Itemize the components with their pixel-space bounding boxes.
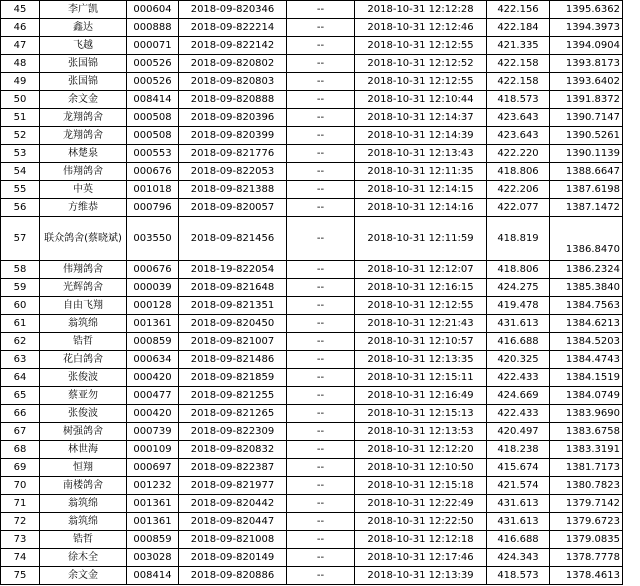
member-id-cell: 008414 <box>127 567 179 585</box>
table-row <box>1 91 623 109</box>
distance-cell: 422.220 <box>487 145 550 163</box>
mark-cell: -- <box>287 441 355 459</box>
table-row <box>1 19 623 37</box>
distance-cell: 416.688 <box>487 333 550 351</box>
member-id-cell: 000604 <box>127 1 179 19</box>
mark-cell: -- <box>287 405 355 423</box>
ring-number-cell: 2018-09-820447 <box>179 513 287 531</box>
ring-number-cell: 2018-09-820802 <box>179 55 287 73</box>
distance-cell: 419.478 <box>487 297 550 315</box>
table-row <box>1 351 623 369</box>
table-row <box>1 369 623 387</box>
member-id-cell: 000553 <box>127 145 179 163</box>
ring-number-cell: 2018-09-821456 <box>179 217 287 261</box>
rank-cell: 65 <box>1 387 40 405</box>
speed-cell: 1390.7147 <box>550 109 623 127</box>
arrival-time-cell: 2018-10-31 12:11:59 <box>355 217 487 261</box>
distance-cell: 418.238 <box>487 441 550 459</box>
arrival-time-cell: 2018-10-31 12:22:49 <box>355 495 487 513</box>
distance-cell: 422.206 <box>487 181 550 199</box>
mark-cell: -- <box>287 513 355 531</box>
mark-cell: -- <box>287 459 355 477</box>
mark-cell: -- <box>287 423 355 441</box>
loft-name-cell: 徐木全 <box>40 549 127 567</box>
table-row <box>1 109 623 127</box>
rank-cell: 75 <box>1 567 40 585</box>
ring-number-cell: 2018-09-820149 <box>179 549 287 567</box>
mark-cell: -- <box>287 37 355 55</box>
distance-cell: 420.497 <box>487 423 550 441</box>
arrival-time-cell: 2018-10-31 12:12:55 <box>355 297 487 315</box>
arrival-time-cell: 2018-10-31 12:12:28 <box>355 1 487 19</box>
rank-cell: 69 <box>1 459 40 477</box>
loft-name-cell: 翁筑绵 <box>40 513 127 531</box>
speed-cell: 1394.0904 <box>550 37 623 55</box>
arrival-time-cell: 2018-10-31 12:13:35 <box>355 351 487 369</box>
loft-name-cell: 林世海 <box>40 441 127 459</box>
rank-cell: 70 <box>1 477 40 495</box>
mark-cell: -- <box>287 315 355 333</box>
member-id-cell: 008414 <box>127 91 179 109</box>
mark-cell: -- <box>287 531 355 549</box>
ring-number-cell: 2018-09-822387 <box>179 459 287 477</box>
ring-number-cell: 2018-09-821776 <box>179 145 287 163</box>
rank-cell: 68 <box>1 441 40 459</box>
distance-cell: 422.158 <box>487 73 550 91</box>
ring-number-cell: 2018-09-822053 <box>179 163 287 181</box>
loft-name-cell: 李广凯 <box>40 1 127 19</box>
table-row <box>1 217 623 261</box>
rank-cell: 63 <box>1 351 40 369</box>
table-row <box>1 181 623 199</box>
mark-cell: -- <box>287 1 355 19</box>
member-id-cell: 000420 <box>127 405 179 423</box>
rank-cell: 51 <box>1 109 40 127</box>
arrival-time-cell: 2018-10-31 12:12:07 <box>355 261 487 279</box>
arrival-time-cell: 2018-10-31 12:13:43 <box>355 145 487 163</box>
speed-cell: 1379.7142 <box>550 495 623 513</box>
ring-number-cell: 2018-09-821255 <box>179 387 287 405</box>
table-row <box>1 55 623 73</box>
arrival-time-cell: 2018-10-31 12:15:18 <box>355 477 487 495</box>
table-row <box>1 387 623 405</box>
speed-cell: 1384.6213 <box>550 315 623 333</box>
arrival-time-cell: 2018-10-31 12:15:13 <box>355 405 487 423</box>
ring-number-cell: 2018-09-820886 <box>179 567 287 585</box>
ring-number-cell: 2018-09-821486 <box>179 351 287 369</box>
speed-cell: 1379.6723 <box>550 513 623 531</box>
table-row <box>1 1 623 19</box>
loft-name-cell: 伟翔鸽舍 <box>40 163 127 181</box>
rank-cell: 47 <box>1 37 40 55</box>
speed-cell: 1383.3191 <box>550 441 623 459</box>
arrival-time-cell: 2018-10-31 12:17:46 <box>355 549 487 567</box>
ring-number-cell: 2018-09-821007 <box>179 333 287 351</box>
speed-cell: 1380.7823 <box>550 477 623 495</box>
member-id-cell: 000739 <box>127 423 179 441</box>
member-id-cell: 000697 <box>127 459 179 477</box>
speed-cell: 1393.8173 <box>550 55 623 73</box>
mark-cell: -- <box>287 261 355 279</box>
rank-cell: 58 <box>1 261 40 279</box>
arrival-time-cell: 2018-10-31 12:22:50 <box>355 513 487 531</box>
rank-cell: 73 <box>1 531 40 549</box>
speed-cell: 1394.3973 <box>550 19 623 37</box>
mark-cell: -- <box>287 477 355 495</box>
loft-name-cell: 自由飞翔 <box>40 297 127 315</box>
mark-cell: -- <box>287 73 355 91</box>
distance-cell: 420.325 <box>487 351 550 369</box>
speed-cell: 1384.4743 <box>550 351 623 369</box>
member-id-cell: 000859 <box>127 531 179 549</box>
table-row <box>1 477 623 495</box>
ring-number-cell: 2018-09-820346 <box>179 1 287 19</box>
distance-cell: 418.573 <box>487 91 550 109</box>
mark-cell: -- <box>287 145 355 163</box>
arrival-time-cell: 2018-10-31 12:12:55 <box>355 37 487 55</box>
loft-name-cell: 翁筑绵 <box>40 495 127 513</box>
loft-name-cell: 飞越 <box>40 37 127 55</box>
distance-cell: 422.433 <box>487 405 550 423</box>
table-row <box>1 163 623 181</box>
speed-cell: 1387.1472 <box>550 199 623 217</box>
table-row <box>1 315 623 333</box>
table-row <box>1 145 623 163</box>
table-row <box>1 297 623 315</box>
rank-cell: 48 <box>1 55 40 73</box>
distance-cell: 424.669 <box>487 387 550 405</box>
distance-cell: 418.806 <box>487 163 550 181</box>
table-row <box>1 423 623 441</box>
loft-name-cell: 张国锦 <box>40 73 127 91</box>
mark-cell: -- <box>287 109 355 127</box>
rank-cell: 59 <box>1 279 40 297</box>
ring-number-cell: 2018-09-821265 <box>179 405 287 423</box>
speed-cell: 1378.7778 <box>550 549 623 567</box>
distance-cell: 422.156 <box>487 1 550 19</box>
member-id-cell: 000676 <box>127 163 179 181</box>
speed-cell: 1386.8470 <box>550 217 623 261</box>
arrival-time-cell: 2018-10-31 12:12:18 <box>355 531 487 549</box>
loft-name-cell: 林楚泉 <box>40 145 127 163</box>
member-id-cell: 000859 <box>127 333 179 351</box>
table-row <box>1 567 623 585</box>
rank-cell: 53 <box>1 145 40 163</box>
ring-number-cell: 2018-09-820450 <box>179 315 287 333</box>
rank-cell: 71 <box>1 495 40 513</box>
member-id-cell: 000420 <box>127 369 179 387</box>
member-id-cell: 001361 <box>127 315 179 333</box>
loft-name-cell: 中英 <box>40 181 127 199</box>
ring-number-cell: 2018-09-821977 <box>179 477 287 495</box>
arrival-time-cell: 2018-10-31 12:13:39 <box>355 567 487 585</box>
ring-number-cell: 2018-19-822054 <box>179 261 287 279</box>
mark-cell: -- <box>287 387 355 405</box>
table-row <box>1 279 623 297</box>
loft-name-cell: 余文金 <box>40 567 127 585</box>
ring-number-cell: 2018-09-820832 <box>179 441 287 459</box>
speed-cell: 1386.2324 <box>550 261 623 279</box>
mark-cell: -- <box>287 333 355 351</box>
arrival-time-cell: 2018-10-31 12:10:44 <box>355 91 487 109</box>
loft-name-cell: 树强鸽舍 <box>40 423 127 441</box>
rank-cell: 52 <box>1 127 40 145</box>
member-id-cell: 000128 <box>127 297 179 315</box>
member-id-cell: 000508 <box>127 109 179 127</box>
speed-cell: 1388.6647 <box>550 163 623 181</box>
mark-cell: -- <box>287 369 355 387</box>
distance-cell: 424.275 <box>487 279 550 297</box>
rank-cell: 46 <box>1 19 40 37</box>
distance-cell: 421.335 <box>487 37 550 55</box>
member-id-cell: 000796 <box>127 199 179 217</box>
arrival-time-cell: 2018-10-31 12:12:20 <box>355 441 487 459</box>
mark-cell: -- <box>287 297 355 315</box>
loft-name-cell: 张俊波 <box>40 405 127 423</box>
speed-cell: 1390.1139 <box>550 145 623 163</box>
distance-cell: 431.613 <box>487 315 550 333</box>
rank-cell: 49 <box>1 73 40 91</box>
member-id-cell: 000477 <box>127 387 179 405</box>
rank-cell: 60 <box>1 297 40 315</box>
speed-cell: 1378.4613 <box>550 567 623 585</box>
ring-number-cell: 2018-09-822214 <box>179 19 287 37</box>
rank-cell: 45 <box>1 1 40 19</box>
ring-number-cell: 2018-09-820888 <box>179 91 287 109</box>
member-id-cell: 001232 <box>127 477 179 495</box>
arrival-time-cell: 2018-10-31 12:12:52 <box>355 55 487 73</box>
loft-name-cell: 恒翔 <box>40 459 127 477</box>
ring-number-cell: 2018-09-820442 <box>179 495 287 513</box>
arrival-time-cell: 2018-10-31 12:15:11 <box>355 369 487 387</box>
member-id-cell: 000888 <box>127 19 179 37</box>
distance-cell: 431.613 <box>487 513 550 531</box>
loft-name-cell: 联众鸽舍(蔡晓斌) <box>40 217 127 261</box>
member-id-cell: 000526 <box>127 55 179 73</box>
arrival-time-cell: 2018-10-31 12:14:15 <box>355 181 487 199</box>
table-row <box>1 405 623 423</box>
member-id-cell: 001018 <box>127 181 179 199</box>
loft-name-cell: 余文金 <box>40 91 127 109</box>
arrival-time-cell: 2018-10-31 12:14:37 <box>355 109 487 127</box>
rank-cell: 55 <box>1 181 40 199</box>
table-row <box>1 549 623 567</box>
ring-number-cell: 2018-09-821008 <box>179 531 287 549</box>
arrival-time-cell: 2018-10-31 12:13:53 <box>355 423 487 441</box>
distance-cell: 418.806 <box>487 261 550 279</box>
mark-cell: -- <box>287 279 355 297</box>
loft-name-cell: 花白鸽舍 <box>40 351 127 369</box>
table-row <box>1 127 623 145</box>
member-id-cell: 000526 <box>127 73 179 91</box>
rank-cell: 54 <box>1 163 40 181</box>
arrival-time-cell: 2018-10-31 12:11:35 <box>355 163 487 181</box>
speed-cell: 1384.1519 <box>550 369 623 387</box>
speed-cell: 1384.0749 <box>550 387 623 405</box>
rank-cell: 72 <box>1 513 40 531</box>
loft-name-cell: 光辉鸽舍 <box>40 279 127 297</box>
mark-cell: -- <box>287 91 355 109</box>
mark-cell: -- <box>287 351 355 369</box>
rank-cell: 67 <box>1 423 40 441</box>
mark-cell: -- <box>287 19 355 37</box>
distance-cell: 422.184 <box>487 19 550 37</box>
loft-name-cell: 蔡亚勿 <box>40 387 127 405</box>
loft-name-cell: 南楼鸽舍 <box>40 477 127 495</box>
distance-cell: 422.158 <box>487 55 550 73</box>
table-row <box>1 261 623 279</box>
distance-cell: 418.819 <box>487 217 550 261</box>
distance-cell: 422.433 <box>487 369 550 387</box>
member-id-cell: 000676 <box>127 261 179 279</box>
ring-number-cell: 2018-09-822142 <box>179 37 287 55</box>
mark-cell: -- <box>287 163 355 181</box>
loft-name-cell: 张国锦 <box>40 55 127 73</box>
ring-number-cell: 2018-09-821351 <box>179 297 287 315</box>
loft-name-cell: 张俊波 <box>40 369 127 387</box>
ring-number-cell: 2018-09-821648 <box>179 279 287 297</box>
loft-name-cell: 伟翔鸽舍 <box>40 261 127 279</box>
distance-cell: 423.643 <box>487 127 550 145</box>
speed-cell: 1395.6362 <box>550 1 623 19</box>
table-row <box>1 199 623 217</box>
loft-name-cell: 方维恭 <box>40 199 127 217</box>
ring-number-cell: 2018-09-821388 <box>179 181 287 199</box>
distance-cell: 423.643 <box>487 109 550 127</box>
ring-number-cell: 2018-09-820399 <box>179 127 287 145</box>
speed-cell: 1385.3840 <box>550 279 623 297</box>
arrival-time-cell: 2018-10-31 12:10:57 <box>355 333 487 351</box>
table-row <box>1 333 623 351</box>
arrival-time-cell: 2018-10-31 12:16:15 <box>355 279 487 297</box>
arrival-time-cell: 2018-10-31 12:12:46 <box>355 19 487 37</box>
rank-cell: 50 <box>1 91 40 109</box>
rank-cell: 66 <box>1 405 40 423</box>
member-id-cell: 000071 <box>127 37 179 55</box>
rank-cell: 62 <box>1 333 40 351</box>
rank-cell: 56 <box>1 199 40 217</box>
mark-cell: -- <box>287 567 355 585</box>
member-id-cell: 000634 <box>127 351 179 369</box>
table-row <box>1 531 623 549</box>
arrival-time-cell: 2018-10-31 12:12:55 <box>355 73 487 91</box>
rank-cell: 61 <box>1 315 40 333</box>
distance-cell: 421.574 <box>487 477 550 495</box>
ring-number-cell: 2018-09-821859 <box>179 369 287 387</box>
table-row <box>1 73 623 91</box>
member-id-cell: 003028 <box>127 549 179 567</box>
rank-cell: 74 <box>1 549 40 567</box>
results-table-body <box>1 1 623 585</box>
loft-name-cell: 锆哲 <box>40 531 127 549</box>
table-row <box>1 459 623 477</box>
table-row <box>1 37 623 55</box>
member-id-cell: 003550 <box>127 217 179 261</box>
mark-cell: -- <box>287 495 355 513</box>
speed-cell: 1390.5261 <box>550 127 623 145</box>
rank-cell: 57 <box>1 217 40 261</box>
distance-cell: 431.613 <box>487 495 550 513</box>
member-id-cell: 001361 <box>127 495 179 513</box>
loft-name-cell: 鑫达 <box>40 19 127 37</box>
speed-cell: 1384.7563 <box>550 297 623 315</box>
distance-cell: 422.077 <box>487 199 550 217</box>
loft-name-cell: 锆哲 <box>40 333 127 351</box>
arrival-time-cell: 2018-10-31 12:14:39 <box>355 127 487 145</box>
member-id-cell: 000508 <box>127 127 179 145</box>
speed-cell: 1384.5203 <box>550 333 623 351</box>
table-row <box>1 495 623 513</box>
arrival-time-cell: 2018-10-31 12:14:16 <box>355 199 487 217</box>
speed-cell: 1383.9690 <box>550 405 623 423</box>
mark-cell: -- <box>287 55 355 73</box>
speed-cell: 1379.0835 <box>550 531 623 549</box>
arrival-time-cell: 2018-10-31 12:16:49 <box>355 387 487 405</box>
distance-cell: 418.573 <box>487 567 550 585</box>
member-id-cell: 000109 <box>127 441 179 459</box>
mark-cell: -- <box>287 549 355 567</box>
arrival-time-cell: 2018-10-31 12:21:43 <box>355 315 487 333</box>
mark-cell: -- <box>287 217 355 261</box>
member-id-cell: 000039 <box>127 279 179 297</box>
loft-name-cell: 龙翔鸽舍 <box>40 127 127 145</box>
ring-number-cell: 2018-09-820057 <box>179 199 287 217</box>
member-id-cell: 001361 <box>127 513 179 531</box>
loft-name-cell: 龙翔鸽舍 <box>40 109 127 127</box>
table-row <box>1 441 623 459</box>
loft-name-cell: 翁筑绵 <box>40 315 127 333</box>
speed-cell: 1391.8372 <box>550 91 623 109</box>
speed-cell: 1383.6758 <box>550 423 623 441</box>
distance-cell: 415.674 <box>487 459 550 477</box>
table-row <box>1 513 623 531</box>
ring-number-cell: 2018-09-820396 <box>179 109 287 127</box>
speed-cell: 1387.6198 <box>550 181 623 199</box>
distance-cell: 416.688 <box>487 531 550 549</box>
arrival-time-cell: 2018-10-31 12:10:50 <box>355 459 487 477</box>
rank-cell: 64 <box>1 369 40 387</box>
ring-number-cell: 2018-09-820803 <box>179 73 287 91</box>
speed-cell: 1393.6402 <box>550 73 623 91</box>
mark-cell: -- <box>287 181 355 199</box>
distance-cell: 424.343 <box>487 549 550 567</box>
speed-cell: 1381.7173 <box>550 459 623 477</box>
mark-cell: -- <box>287 199 355 217</box>
ring-number-cell: 2018-09-822309 <box>179 423 287 441</box>
mark-cell: -- <box>287 127 355 145</box>
